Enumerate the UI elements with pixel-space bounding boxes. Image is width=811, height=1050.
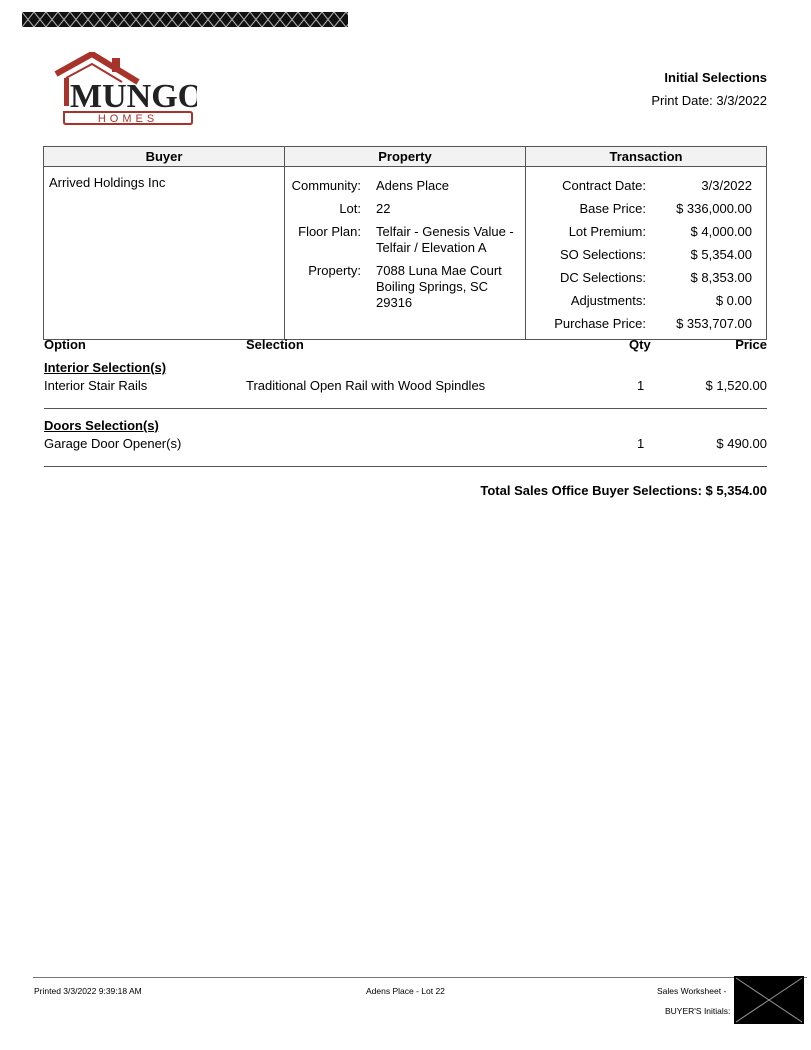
option-column-header: Option [44, 337, 86, 352]
footer-printed: Printed 3/3/2022 9:39:18 AM [34, 986, 142, 996]
logo-brand-text: MUNGO [70, 78, 197, 115]
doors-section [44, 418, 767, 454]
selections-total: Total Sales Office Buyer Selections: $ 5,354.00 [480, 483, 767, 498]
buyer-header: Buyer [44, 147, 285, 167]
selection-row [44, 378, 767, 396]
redaction-bar [22, 12, 348, 27]
footer-lot-ref: Adens Place - Lot 22 [366, 986, 445, 996]
footer-divider [33, 977, 807, 978]
floor-plan-value: Telfair - Genesis Value - Telfair / Elevation A [376, 224, 514, 255]
adjustments-label: Adjustments: [570, 293, 646, 308]
property-address: 7088 Luna Mae Court Boiling Springs, SC 29316 [376, 263, 502, 310]
print-date: Print Date: 3/3/2022 [651, 93, 767, 108]
document-title: Initial Selections [664, 70, 767, 85]
company-logo [52, 52, 197, 128]
property-header: Property [285, 147, 526, 167]
footer-initials-label: BUYER'S Initials: [665, 1006, 731, 1016]
floor-plan-label: Floor Plan: [298, 224, 361, 239]
selection-row [44, 436, 767, 454]
selection-name: Traditional Open Rail with Wood Spindles [246, 378, 486, 393]
logo-sub-text: HOMES [97, 113, 159, 125]
dc-selections-value: $ 8,353.00 [690, 270, 752, 285]
base-price-value: $ 336,000.00 [676, 201, 752, 216]
qty-column-header: Qty [629, 337, 651, 352]
selections-header [44, 337, 767, 353]
buyer-name: Arrived Holdings Inc [49, 175, 166, 190]
so-selections-label: SO Selections: [560, 247, 646, 262]
dc-selections-label: DC Selections: [560, 270, 646, 285]
option-name: Garage Door Opener(s) [44, 436, 182, 451]
buyer-cell [44, 167, 285, 340]
interior-section [44, 360, 767, 396]
contract-date-label: Contract Date: [562, 178, 646, 193]
transaction-header: Transaction [526, 147, 767, 167]
property-cell [285, 167, 526, 340]
section-divider [44, 466, 767, 467]
community-value: Adens Place [376, 178, 449, 193]
adjustments-value: $ 0.00 [715, 293, 752, 308]
section-title: Doors Selection(s) [44, 418, 159, 433]
transaction-cell [526, 167, 767, 340]
contract-date-value: 3/3/2022 [701, 178, 752, 193]
section-title: Interior Selection(s) [44, 360, 167, 375]
footer-worksheet: Sales Worksheet - [657, 986, 727, 996]
qty-value: 1 [637, 436, 645, 451]
purchase-price-value: $ 353,707.00 [676, 316, 752, 331]
lot-premium-value: $ 4,000.00 [690, 224, 752, 239]
property-label: Property: [308, 263, 361, 278]
community-label: Community: [291, 178, 361, 193]
summary-table [43, 146, 767, 340]
lot-value: 22 [376, 201, 391, 216]
selection-column-header: Selection [246, 337, 304, 352]
price-value: $ 1,520.00 [705, 378, 767, 393]
qty-value: 1 [637, 378, 645, 393]
lot-premium-label: Lot Premium: [568, 224, 646, 239]
option-name: Interior Stair Rails [44, 378, 148, 393]
section-divider [44, 408, 767, 409]
so-selections-value: $ 5,354.00 [690, 247, 752, 262]
price-column-header: Price [735, 337, 767, 352]
initials-redaction-box [734, 976, 804, 1024]
lot-label: Lot: [339, 201, 361, 216]
purchase-price-label: Purchase Price: [554, 316, 646, 331]
price-value: $ 490.00 [716, 436, 767, 451]
base-price-label: Base Price: [579, 201, 646, 216]
